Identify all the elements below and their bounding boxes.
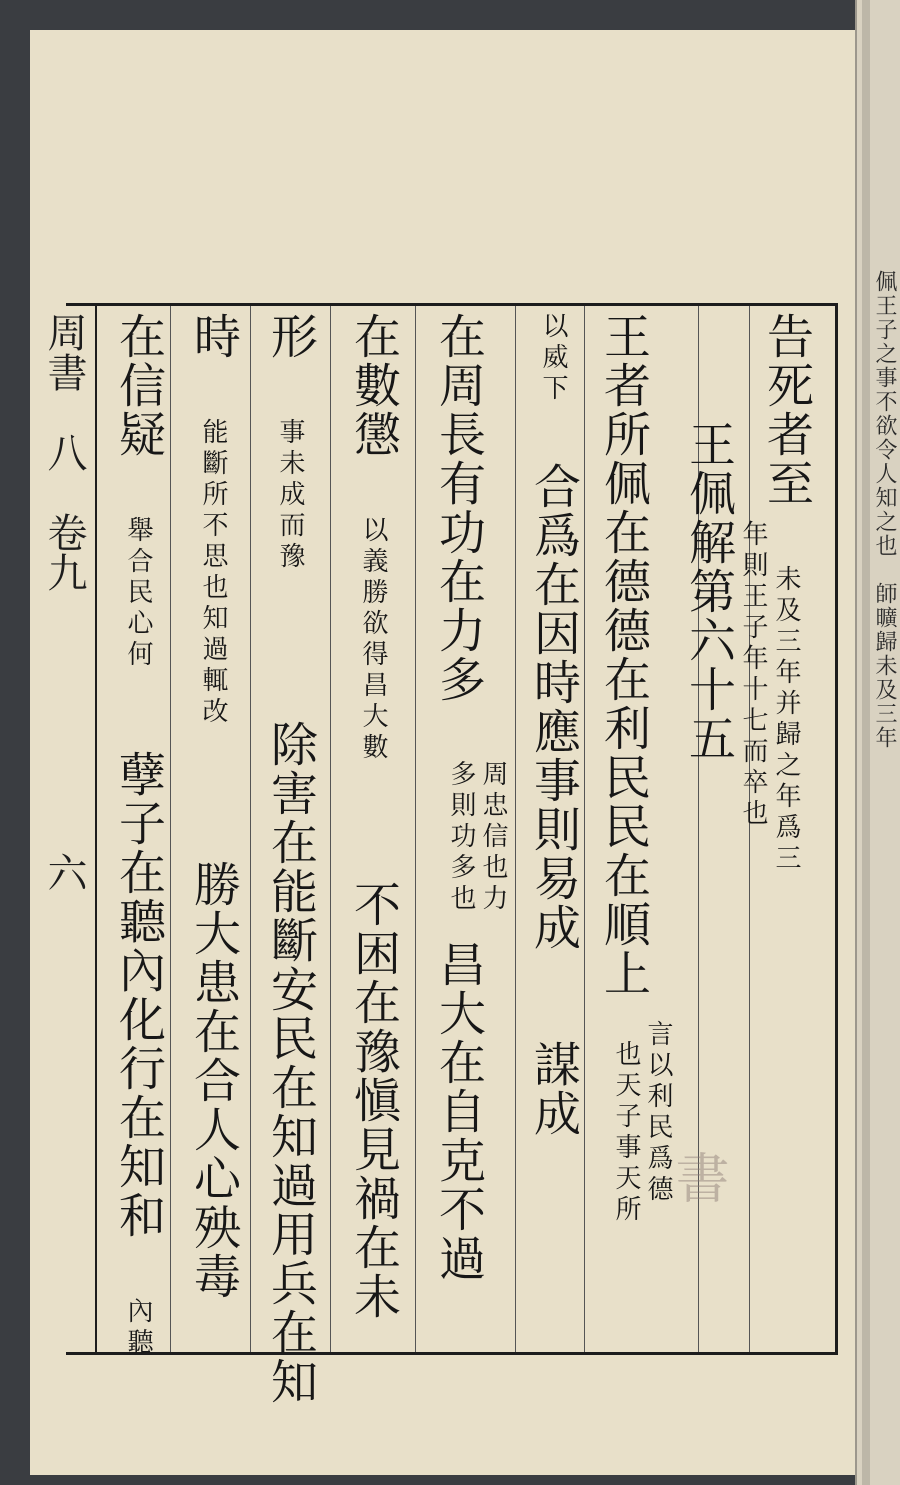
text-column-6: 在數懲 以義勝欲得昌大數	[346, 312, 401, 764]
text-column-9-end: 孽子在聽內化行在知和 內聽	[111, 750, 166, 1359]
text-column-3-note: 言以利民爲德	[643, 1020, 673, 1206]
seal-stamp: 書	[667, 1150, 730, 1204]
text-column-3: 王者所佩在德德在利民民在順上	[596, 312, 651, 998]
text-column-5-end: 昌大在自克不過	[431, 940, 486, 1283]
text-column-9: 在信疑 舉合民心何	[111, 312, 166, 671]
text-column-8: 時 能斷所不思也知過輒改	[186, 312, 241, 728]
facing-page-text: 佩王子之事不欲令人知之也 師曠歸未及三年	[872, 270, 897, 750]
frame-bottom-border	[66, 1352, 838, 1355]
text-column-5-note: 周忠信也力	[478, 760, 508, 915]
frame-top-border	[66, 303, 838, 306]
text-column-8-end: 勝大患在合人心殃毒	[186, 860, 241, 1301]
text-column-5-note2: 多則功多也	[446, 760, 476, 915]
column-rule	[330, 306, 331, 1352]
column-rule	[250, 306, 251, 1352]
text-column-1: 告死者至 未及三年并歸之年爲三	[759, 312, 814, 875]
text-column-5: 在周長有功在力多	[431, 312, 486, 704]
text-column-1-note: 年則王子年十七而卒也	[738, 520, 768, 830]
text-column-4: 以威下 合爲在因時應事則易成	[526, 312, 581, 952]
text-column-7-end: 除害在能斷安民在知過用兵在知	[263, 720, 318, 1406]
text-column-4-end: 謀成	[526, 1040, 581, 1138]
column-rule	[584, 306, 585, 1352]
column-rule	[415, 306, 416, 1352]
frame-left-border	[95, 303, 97, 1355]
text-column-7: 形 事未成而豫	[263, 312, 318, 573]
text-column-6-end: 不困在豫愼見禍在未	[346, 880, 401, 1321]
chapter-title: 王佩解第六十五	[681, 420, 736, 763]
margin-title: 周書 八 卷九六	[41, 312, 87, 892]
frame-right-border	[835, 303, 838, 1355]
text-column-3-note2: 也天子事天所	[611, 1040, 641, 1226]
column-rule	[170, 306, 171, 1352]
